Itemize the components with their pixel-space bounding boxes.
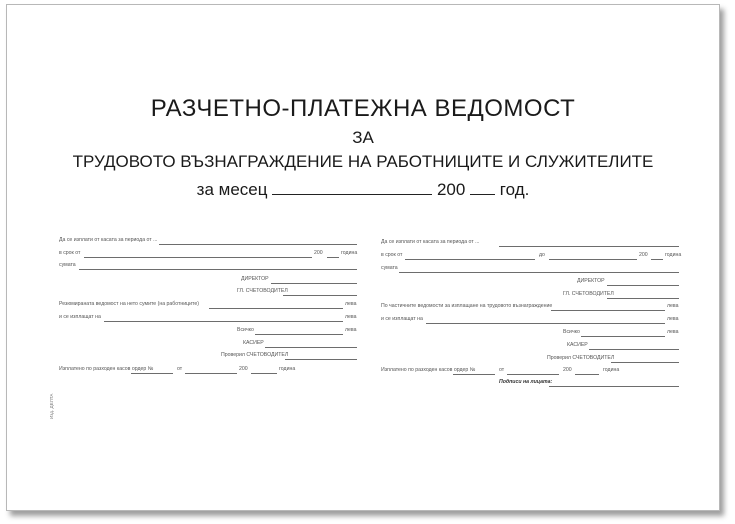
right-order-from: от [499,367,505,373]
period-suffix: год. [499,180,530,199]
left-row-7-label: и се изплащат на [59,314,101,320]
left-total-unit: лева [345,327,357,333]
left-row-6-unit: лева [345,301,357,307]
left-order-unit: година [279,366,296,372]
right-row-9 [381,342,679,351]
left-chief-accountant-label: ГЛ. СЧЕТОВОДИТЕЛ [237,288,288,294]
left-row-2-line[interactable] [84,257,312,258]
left-row-6-label: Резюмираната ведомост на нето сумите (на работниците) [59,301,199,307]
right-order-number-line[interactable] [453,374,495,375]
right-total-unit: лева [667,329,679,335]
right-row-7-label: и се изплащат на [381,316,423,322]
left-row-7-line[interactable] [104,321,343,322]
left-checked-line[interactable] [285,359,357,360]
left-order-from: от [177,366,183,372]
right-row-2-from-line[interactable] [405,259,535,260]
left-row-2-year: 200 [314,250,323,256]
left-chief-accountant-line[interactable] [283,295,357,296]
left-row-6 [59,301,357,310]
right-total-label: Всичко [563,329,580,335]
left-total-label: Всичко [237,327,254,333]
document-sheet [6,4,720,511]
document-subtitle-za: ЗА [352,128,374,147]
right-row-4 [381,278,679,287]
right-row-1-line[interactable] [499,246,679,247]
left-row-1-line[interactable] [159,244,357,245]
right-row-7-unit: лева [667,316,679,322]
left-cashier-line[interactable] [265,347,357,348]
right-row-2-year-line[interactable] [651,259,663,260]
right-row-2-to: до [539,252,545,258]
left-row-7-unit: лева [345,314,357,320]
right-row-6 [381,303,679,312]
right-row-10 [381,355,679,364]
right-row-2-year: 200 [639,252,648,258]
left-row-2-year-line[interactable] [327,257,339,258]
left-order-number-line[interactable] [131,373,173,374]
left-row-3-label: сумата [59,262,76,268]
right-row-2 [381,252,682,261]
margin-publisher-note: Изд. ДЕЛТА [49,393,54,419]
period-prefix: за месец [196,180,268,199]
right-chief-accountant-label: ГЛ. СЧЕТОВОДИТЕЛ [563,291,614,297]
period-year: 200 [436,180,466,199]
right-total-line[interactable] [581,336,665,337]
month-field[interactable] [272,193,432,195]
left-order-year: 200 [239,366,248,372]
right-order-year: 200 [563,367,572,373]
right-row-6-unit: лева [667,303,679,309]
right-checked-label: Проверил СЧЕТОВОДИТЕЛ [547,355,615,361]
right-row-1-label: Да се изплати от касата за периода от ... [381,239,480,245]
document-title: РАЗЧЕТНО-ПЛАТЕЖНА ВЕДОМОСТ [150,95,576,122]
right-row-11 [381,367,679,376]
right-row-2-label: в срок от [381,252,403,258]
left-cashier-label: КАСИЕР [243,340,264,346]
right-cashier-label: КАСИЕР [567,342,588,348]
left-row-2-unit: година [341,250,358,256]
right-order-label: Изплатено по разходен касов ордер № [381,367,476,373]
left-director-line[interactable] [271,283,357,284]
right-director-label: ДИРЕКТОР [577,278,605,284]
left-checked-label: Проверил СЧЕТОВОДИТЕЛ [221,352,289,358]
right-row-2-to-line[interactable] [549,259,637,260]
right-row-8 [381,329,679,338]
left-row-8 [59,327,357,336]
left-row-6-line[interactable] [209,308,343,309]
left-row-2 [59,250,357,259]
left-row-7 [59,314,357,323]
right-row-7-line[interactable] [426,323,665,324]
right-row-12 [381,379,679,388]
left-total-line[interactable] [255,334,343,335]
left-row-9 [59,340,357,349]
left-order-date-line[interactable] [185,373,237,374]
left-row-1 [59,237,357,246]
left-row-5 [59,288,357,297]
left-director-label: ДИРЕКТОР [241,276,269,282]
right-order-date-line[interactable] [507,374,559,375]
right-row-2-unit: година [665,252,682,258]
left-order-year-line[interactable] [251,373,277,374]
right-checked-line[interactable] [611,362,679,363]
left-row-10 [59,352,357,361]
left-row-4 [59,276,357,285]
right-row-5 [381,291,679,300]
left-row-11 [59,366,357,375]
right-row-6-label: По частичните ведомости за изплащане на трудовото възнаграждение [381,303,553,309]
right-row-6-line[interactable] [551,310,665,311]
left-row-3 [59,262,357,271]
document-subtitle-remuneration: ТРУДОВОТО ВЪЗНАГРАЖДЕНИЕ НА РАБОТНИЦИТЕ И СЛУЖИТЕЛИТЕ [72,152,654,171]
right-cashier-line[interactable] [589,349,679,350]
right-row-3 [381,265,679,274]
right-director-line[interactable] [607,285,679,286]
left-row-1-label: Да се изплати от касата за периода от ... [59,237,158,243]
left-row-3-line[interactable] [79,269,357,270]
left-row-2-label: в срок от [59,250,81,256]
right-row-3-label: сумата [381,265,398,271]
right-order-year-line[interactable] [575,374,599,375]
right-order-unit: година [603,367,620,373]
right-row-3-line[interactable] [399,272,679,273]
right-chief-accountant-line[interactable] [607,298,679,299]
right-row-7 [381,316,679,325]
right-signatures-label: Подписи на лицата: [499,379,553,385]
right-row-1 [381,239,679,248]
year-field[interactable] [470,193,495,195]
left-order-label: Изплатено по разходен касов ордер № [59,366,154,372]
right-signatures-line[interactable] [549,386,679,387]
period-line [7,180,719,200]
